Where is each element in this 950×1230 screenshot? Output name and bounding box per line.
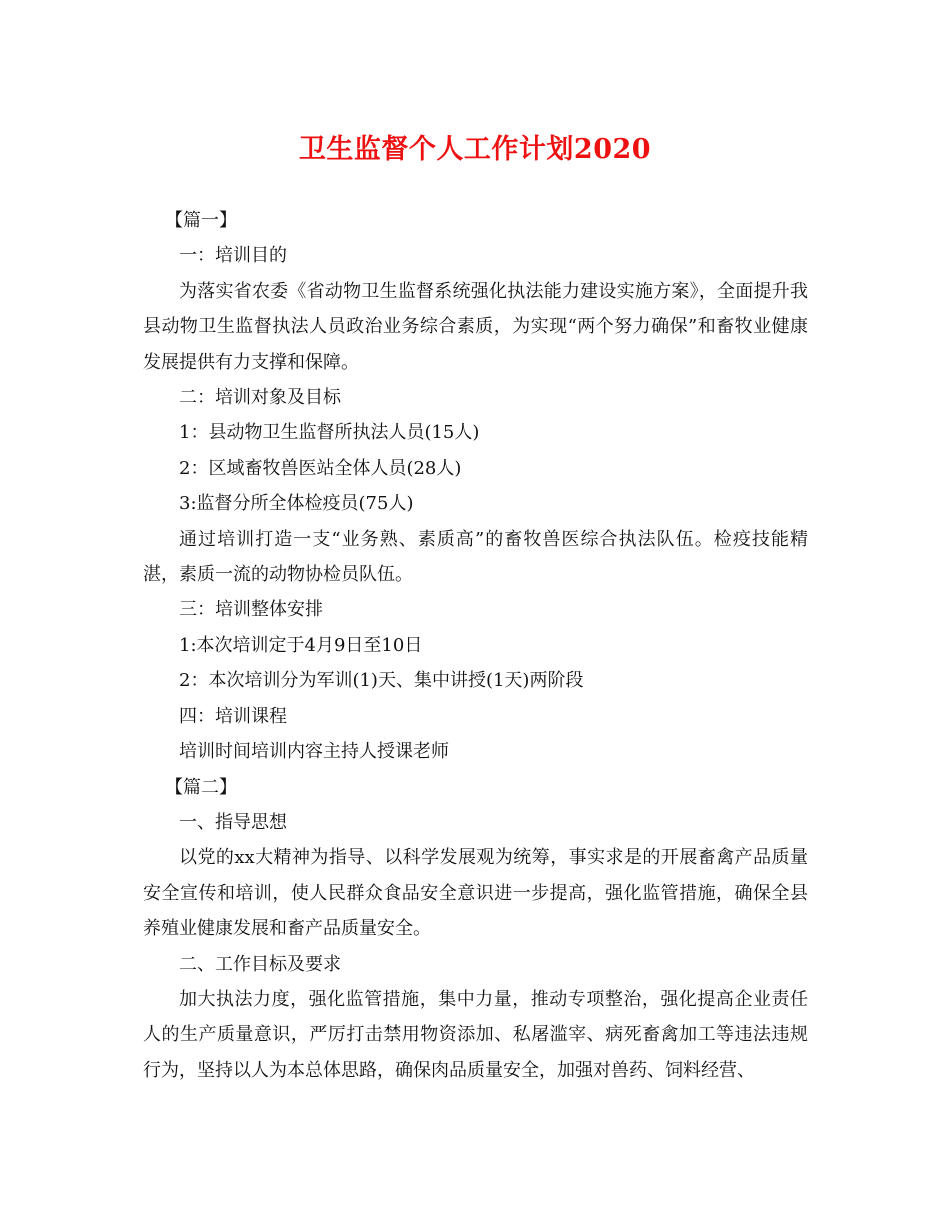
- heading-training-purpose: 一：培训目的: [179, 245, 287, 267]
- heading-training-targets: 二：培训对象及目标: [179, 387, 341, 409]
- paragraph-work-goals: 加大执法力度，强化监管措施，集中力量，推动专项整治，强化提高企业责任人的生产质量意识，严厉打击禁用物资添加、私屠滥宰、病死畜禽加工等违法违规行为，坚持以人为本总体思路，确保肉品质量安全，加强对兽药、饲料经营、: [143, 988, 808, 1081]
- list-item-target-3: 3:监督分所全体检疫员(75人): [179, 493, 414, 515]
- list-item-arrangement-1: 1:本次培训定于4月9日至10日: [179, 634, 423, 656]
- list-item-target-1: 1：县动物卫生监督所执法人员(15人): [179, 422, 480, 444]
- paragraph-training-goal: 通过培训打造一支“业务熟、素质高”的畜牧兽医综合执法队伍。检疫技能精湛，素质一流的动物协检员队伍。: [143, 528, 808, 586]
- section-heading-part-one: 【篇一】: [165, 210, 237, 231]
- heading-guiding-ideology: 一、指导思想: [179, 811, 287, 833]
- document-title: 卫生监督个人工作计划2020: [298, 134, 652, 165]
- section-heading-part-two: 【篇二】: [165, 776, 237, 798]
- list-item-target-2: 2：区域畜牧兽医站全体人员(28人): [179, 457, 462, 479]
- paragraph-purpose-text: 为落实省农委《省动物卫生监督系统强化执法能力建设实施方案》，全面提升我县动物卫生监督执法人员政治业务综合素质，为实现“两个努力确保”和畜牧业健康发展提供有力支撑和保障。: [143, 280, 808, 373]
- heading-work-goals: 二、工作目标及要求: [179, 953, 341, 975]
- heading-training-courses: 四：培训课程: [179, 705, 287, 727]
- paragraph-guiding-ideology: 以党的xx大精神为指导、以科学发展观为统筹，事实求是的开展畜禽产品质量安全宣传和培训，使人民群众食品安全意识进一步提高，强化监管措施，确保全县养殖业健康发展和畜产品质量安全。: [143, 847, 808, 940]
- heading-training-arrangement: 三：培训整体安排: [179, 599, 323, 621]
- paragraph-course-columns: 培训时间培训内容主持人授课老师: [179, 741, 449, 763]
- document-body: [143, 203, 808, 1088]
- list-item-arrangement-2: 2：本次培训分为军训(1)天、集中讲授(1天)两阶段: [179, 670, 584, 692]
